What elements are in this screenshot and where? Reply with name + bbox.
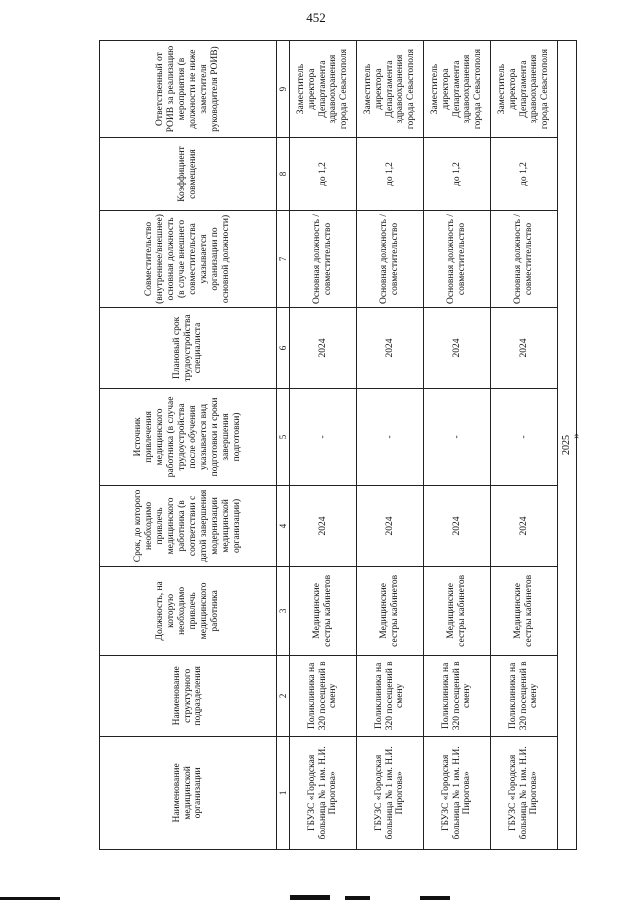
header-cell: Плановый срок трудоустройства специалиста [100,308,277,389]
column-number: 5 [277,388,290,485]
table-cell: Основная должность / совместительство [357,210,424,307]
header-cell: Совместительство (внутреннее/внешнее) основная должность (в случае внешнего совместительства указывается организации по основной должности) [100,210,277,307]
column-number: 7 [277,210,290,307]
table-cell: Основная должность / совместительство [491,210,558,307]
table-cell: Поликлиника на 320 посещений в смену [357,655,424,736]
table-row [290,41,357,850]
footer-year: 2025 [558,41,577,850]
header-cell: Срок, до которого необходимо привлечь медицинского работника (в соответствии с датой завершения модернизации медицинской организации) [100,485,277,566]
column-number-row [277,41,290,850]
closing-quote-mark: » [569,433,582,439]
column-number: 4 [277,485,290,566]
column-number: 3 [277,566,290,655]
table-cell: - [357,388,424,485]
header-cell: Ответственный от РОИВ за реализацию мероприятия (в должности не ниже заместителя руководителя РОИВ) [100,41,277,138]
table-cell: Заместитель директора Департамента здравоохранения города Севастополя [290,41,357,138]
table-cell: 2024 [424,308,491,389]
table-cell: 2024 [424,485,491,566]
table-row [357,41,424,850]
page-number: 452 [306,10,326,25]
recruitment-table [99,40,577,850]
column-number: 6 [277,308,290,389]
header-cell: Коэффициент совмещения [100,138,277,211]
header-cell: Наименование медицинской организации [100,736,277,849]
table-cell: до 1,2 [357,138,424,211]
table-cell: ГБУЗС «Городская больница № 1 им. Н.И. Пирогова» [357,736,424,849]
header-cell: Источник привлечения медицинского работника (в случае трудоустройства после обучения указывается вид подготовки и сроки завершения подготовки) [100,388,277,485]
header-cell: Должность, на которую необходимо привлечь медицинского работника [100,566,277,655]
table-cell: 2024 [290,308,357,389]
rotated-table-wrapper [99,40,573,850]
table-cell: Основная должность / совместительство [424,210,491,307]
table-cell: до 1,2 [424,138,491,211]
table-cell: Заместитель директора Департамента здравоохранения города Севастополя [357,41,424,138]
table-cell: Основная должность / совместительство [290,210,357,307]
table-cell: 2024 [357,485,424,566]
table-cell: Медицинские сестры кабинетов [491,566,558,655]
column-number: 2 [277,655,290,736]
table-cell: 2024 [491,485,558,566]
signature-line [576,470,577,588]
table-cell: - [491,388,558,485]
table-cell: - [290,388,357,485]
table-row [424,41,491,850]
column-number: 9 [277,41,290,138]
table-cell: 2024 [290,485,357,566]
table-cell: до 1,2 [491,138,558,211]
table-cell: Медицинские сестры кабинетов [357,566,424,655]
table-cell: Поликлиника на 320 посещений в смену [290,655,357,736]
table-cell: 2024 [357,308,424,389]
table-cell: Поликлиника на 320 посещений в смену [424,655,491,736]
header-row [100,41,277,850]
table-cell: Медицинские сестры кабинетов [424,566,491,655]
table-cell: Заместитель директора Департамента здравоохранения города Севастополя [491,41,558,138]
column-number: 1 [277,736,290,849]
table-cell: - [424,388,491,485]
scan-artifacts [0,891,632,905]
column-number: 8 [277,138,290,211]
table-cell: Заместитель директора Департамента здравоохранения города Севастополя [424,41,491,138]
table-row [491,41,558,850]
table-cell: 2024 [491,308,558,389]
table-cell: ГБУЗС «Городская больница № 1 им. Н.И. Пирогова» [290,736,357,849]
header-cell: Наименование структурного подразделения [100,655,277,736]
table-cell: ГБУЗС «Городская больница № 1 им. Н.И. Пирогова» [491,736,558,849]
table-cell: Медицинские сестры кабинетов [290,566,357,655]
footer-row [558,41,577,850]
table-cell: до 1,2 [290,138,357,211]
table-cell: ГБУЗС «Городская больница № 1 им. Н.И. Пирогова» [424,736,491,849]
table-cell: Поликлиника на 320 посещений в смену [491,655,558,736]
